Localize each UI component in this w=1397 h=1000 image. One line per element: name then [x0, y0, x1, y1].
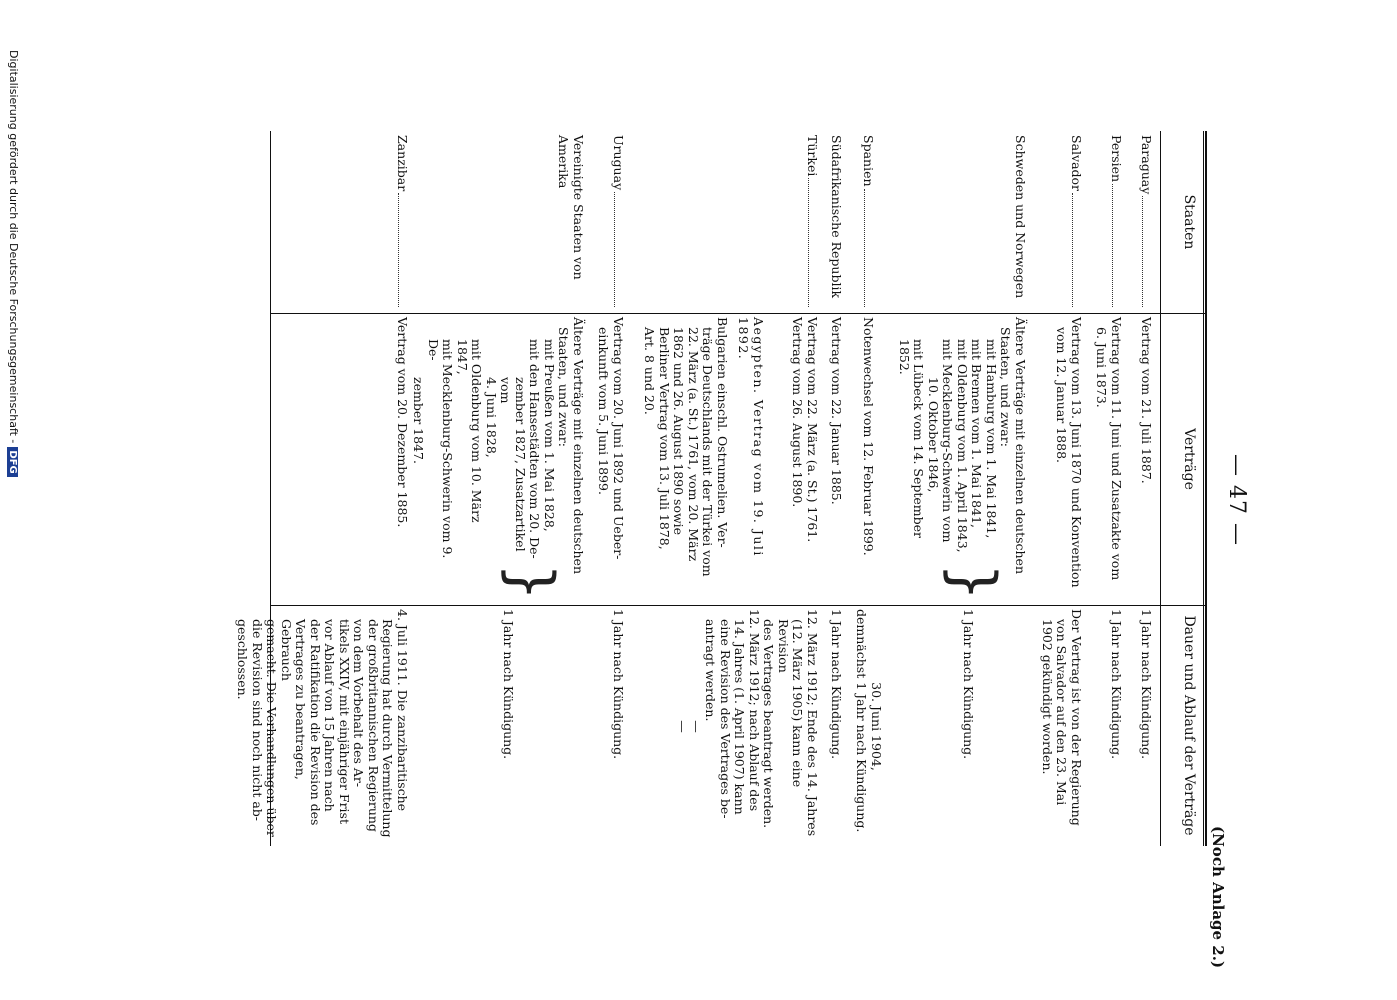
- duration-line: Der Vertrag ist von der Regierung: [1069, 609, 1084, 826]
- table-top-rule-thin: [1203, 131, 1204, 846]
- duration-line: demnächst 1 Jahr nach Kündigung.: [854, 609, 870, 833]
- treaty-line: Ältere Verträge mit einzelnen deutschen: [571, 317, 586, 575]
- table-header-rule: [1160, 131, 1161, 846]
- leader-dots: [614, 192, 615, 307]
- treaty-line: einkunft vom 5. Juni 1899.: [596, 327, 612, 495]
- duration-line: 1 Jahr nach Kündigung.: [611, 609, 626, 760]
- duration-line: tikels XXIV, mit einjähriger Frist: [337, 619, 352, 824]
- treaty-cell: [596, 317, 625, 603]
- treaty-cell: [1094, 317, 1123, 603]
- treaty-cell: [829, 317, 844, 603]
- treaty-line: mit Lübeck vom 14. September 1852.: [897, 339, 927, 539]
- treaty-cell: [897, 317, 1028, 603]
- treaty-cell: [790, 317, 819, 603]
- state-cell: [1109, 135, 1124, 309]
- right-brace-icon: }: [938, 562, 1008, 601]
- treaty-cell: [861, 317, 876, 603]
- state-name: Zanzibar: [395, 135, 410, 192]
- state-cell: [611, 135, 626, 309]
- treaty-line: Berliner Vertrag vom 13. Juli 1878,: [657, 327, 672, 550]
- digitization-text: Digitalisierung gefördert durch die Deutsche Forschungsgemeinschaft -: [7, 50, 20, 444]
- annex-label: (Noch Anlage 2.): [1209, 826, 1227, 969]
- duration-line: vor Ablauf von 15 Jahren nach: [322, 619, 338, 812]
- treaty-cell: [1054, 317, 1083, 603]
- state-name: Südafrikanische Republik: [829, 135, 844, 299]
- page-number: — 47 —: [1224, 454, 1249, 546]
- duration-line: —: [675, 720, 690, 733]
- duration-line: (12. März 1905) kann eine Revision: [776, 619, 806, 788]
- treaty-line: 6. Juni 1873.: [1094, 327, 1110, 408]
- state-cell: [395, 135, 410, 309]
- leader-dots: [808, 178, 809, 307]
- treaty-items: [411, 317, 556, 561]
- duration-line: 14. Jahres (1. April 1907) kann: [732, 619, 748, 815]
- leader-dots: [1142, 196, 1143, 307]
- state-name: Vereinigte Staaten von Amerika: [556, 135, 586, 280]
- duration-line: 12. März 1912; Ende des 14. Jahres: [805, 609, 820, 837]
- duration-line: Vertrages zu beantragen, Gebrauch: [279, 619, 309, 780]
- duration-line: Regierung hat durch Vermittelung: [380, 619, 396, 838]
- duration-line: die Revision sind noch nicht ab-: [250, 619, 265, 822]
- duration-cell: [611, 609, 626, 844]
- treaty-line: 1862 und 26. August 1890 sowie: [671, 327, 687, 536]
- duration-line: 1 Jahr nach Kündigung.: [961, 609, 976, 760]
- treaty-line: zember 1847.: [411, 377, 427, 464]
- state-name: Paraguay: [1139, 135, 1154, 195]
- treaty-line: Art. 8 und 20.: [642, 327, 658, 415]
- duration-cell: [854, 609, 883, 844]
- leader-dots: [1112, 184, 1113, 307]
- duration-line: antragt werden.: [703, 619, 719, 722]
- state-name: Uruguay: [611, 135, 626, 191]
- treaty-line: Vertrag vom 22. Januar 1885.: [829, 317, 844, 505]
- duration-line: 12. März 1912; nach Ablauf des: [747, 609, 762, 812]
- treaty-line: Bulgarien einschl. Ostrumelien. Ver-: [715, 317, 730, 548]
- treaty-line: Ältere Verträge mit einzelnen deutschen: [1013, 317, 1028, 575]
- treaty-line: mit Oldenburg vom 10. März 1847,: [455, 339, 485, 523]
- duration-cell: [689, 609, 704, 844]
- right-brace-icon: }: [496, 562, 566, 601]
- leader-dots: [864, 189, 865, 307]
- treaty-line: Vertrag vom 21. Juli 1887.: [1139, 317, 1154, 484]
- treaty-line: mit Mecklenburg-Schwerin vom: [940, 339, 956, 543]
- treaty-line: vom 12. Januar 1888.: [1054, 327, 1070, 464]
- duration-line: 4. Juli 1911. Die zanzibaritische: [395, 609, 410, 812]
- header-duration: Dauer und Ablauf der Verträge: [1181, 615, 1197, 836]
- duration-line: 1 Jahr nach Kündigung.: [1109, 609, 1124, 760]
- duration-line: 1 Jahr nach Kündigung.: [501, 609, 516, 760]
- treaty-line: 22. März (a. St.) 1761, vom 20. März: [686, 327, 701, 562]
- treaty-line: Staaten, und zwar:: [998, 327, 1014, 447]
- treaty-cell: [411, 317, 585, 603]
- state-name: Schweden und Norwegen: [1013, 135, 1028, 299]
- header-treaties: Verträge: [1181, 428, 1197, 490]
- treaty-line: mit den Hansestädten vom 20. De-: [527, 339, 543, 559]
- treaty-line: träge Deutschlands mit der Türkei vom: [700, 327, 716, 577]
- treaty-line: mit Hamburg vom 1. Mai 1841,: [984, 339, 999, 539]
- treaty-cell: [736, 317, 765, 603]
- treaty-cell: [642, 317, 729, 603]
- state-cell: [829, 135, 844, 309]
- duration-cell: [1040, 609, 1084, 844]
- state-name: Spanien: [861, 135, 876, 187]
- duration-cell: [1139, 609, 1154, 844]
- treaty-line: Vertrag vom 22. März (a. St.) 1761.: [805, 317, 820, 543]
- column-divider-1: [271, 313, 1207, 314]
- state-cell: [1013, 135, 1028, 309]
- treaty-cell: [395, 317, 410, 603]
- duration-cell: [829, 609, 844, 844]
- duration-line: eine Revision des Vertrages be-: [718, 619, 733, 819]
- duration-line: 1 Jahr nach Kündigung.: [829, 609, 844, 760]
- treaty-line: Aegypten. Vertrag vom 19. Juli 1892.: [736, 317, 766, 557]
- duration-cell: [1109, 609, 1124, 844]
- treaty-line: mit Oldenburg vom 1. April 1843,: [955, 339, 970, 553]
- state-cell: [1069, 135, 1084, 309]
- header-states: Staaten: [1181, 194, 1197, 250]
- treaty-line: 10. Oktober 1846,: [926, 377, 941, 493]
- duration-line: 1 Jahr nach Kündigung.: [1139, 609, 1154, 760]
- duration-line: 1902 gekündigt worden.: [1040, 619, 1055, 775]
- state-name: Persien: [1109, 135, 1124, 183]
- treaty-cell: [1139, 317, 1154, 603]
- treaty-line: mit Bremen vom 1. Mai 1841,: [969, 339, 985, 529]
- duration-cell: [703, 609, 819, 844]
- duration-line: —: [689, 720, 704, 733]
- duration-cell: [501, 609, 516, 844]
- table-top-rule: [1205, 131, 1207, 846]
- duration-line: der Ratifikation die Revision des: [308, 619, 323, 826]
- leader-dots: [398, 193, 399, 307]
- state-cell: [861, 135, 876, 309]
- treaty-line: Vertrag vom 20. Dezember 1885.: [395, 317, 410, 528]
- treaty-line: Vertrag vom 11. Juni und Zusatzakte vom: [1109, 317, 1124, 581]
- state-cell: [556, 135, 585, 309]
- dfg-logo: DFG: [7, 447, 18, 476]
- duration-line: des Vertrages beantragt werden.: [761, 619, 777, 829]
- treaty-line: mit Preußen vom 1. Mai 1828,: [542, 339, 557, 532]
- treaty-line: mit Mecklenburg-Schwerin vom 9. De-: [426, 339, 456, 559]
- treaty-line: Notenwechsel vom 12. Februar 1899.: [861, 317, 876, 556]
- treaty-items: [897, 317, 999, 561]
- duration-line: der großbritannischen Regierung: [366, 619, 381, 832]
- treaty-line: 4. Juni 1828,: [484, 377, 499, 458]
- leader-dots: [1072, 193, 1073, 307]
- duration-line: geschlossen.: [235, 619, 251, 700]
- treaty-line: Vertrag vom 13. Juni 1870 und Konvention: [1069, 317, 1084, 588]
- treaty-line: Vertrag vom 26. August 1890.: [790, 317, 806, 508]
- state-name: Salvador: [1069, 135, 1084, 192]
- duration-cell: [235, 609, 409, 844]
- duration-cell: [675, 609, 690, 844]
- state-name: Türkei: [805, 135, 820, 177]
- treaty-line: Vertrag vom 20. Juni 1892 und Ueber-: [611, 317, 626, 560]
- treaty-line: Staaten, und zwar:: [556, 327, 572, 447]
- state-cell: [805, 135, 820, 309]
- duration-cell: [961, 609, 976, 844]
- column-divider-2: [271, 605, 1207, 606]
- duration-line: 30. Juni 1904,: [869, 682, 884, 771]
- state-cell: [1139, 135, 1154, 309]
- treaty-line: zember 1827, Zusatzartikel vom: [498, 377, 528, 552]
- duration-line: gemacht. Die Verhandlungen über: [264, 619, 280, 837]
- duration-line: von dem Vorbehalt des Ar-: [351, 619, 367, 788]
- digitization-note: [7, 50, 20, 477]
- duration-line: von Salvador auf den 23. Mai: [1054, 619, 1070, 806]
